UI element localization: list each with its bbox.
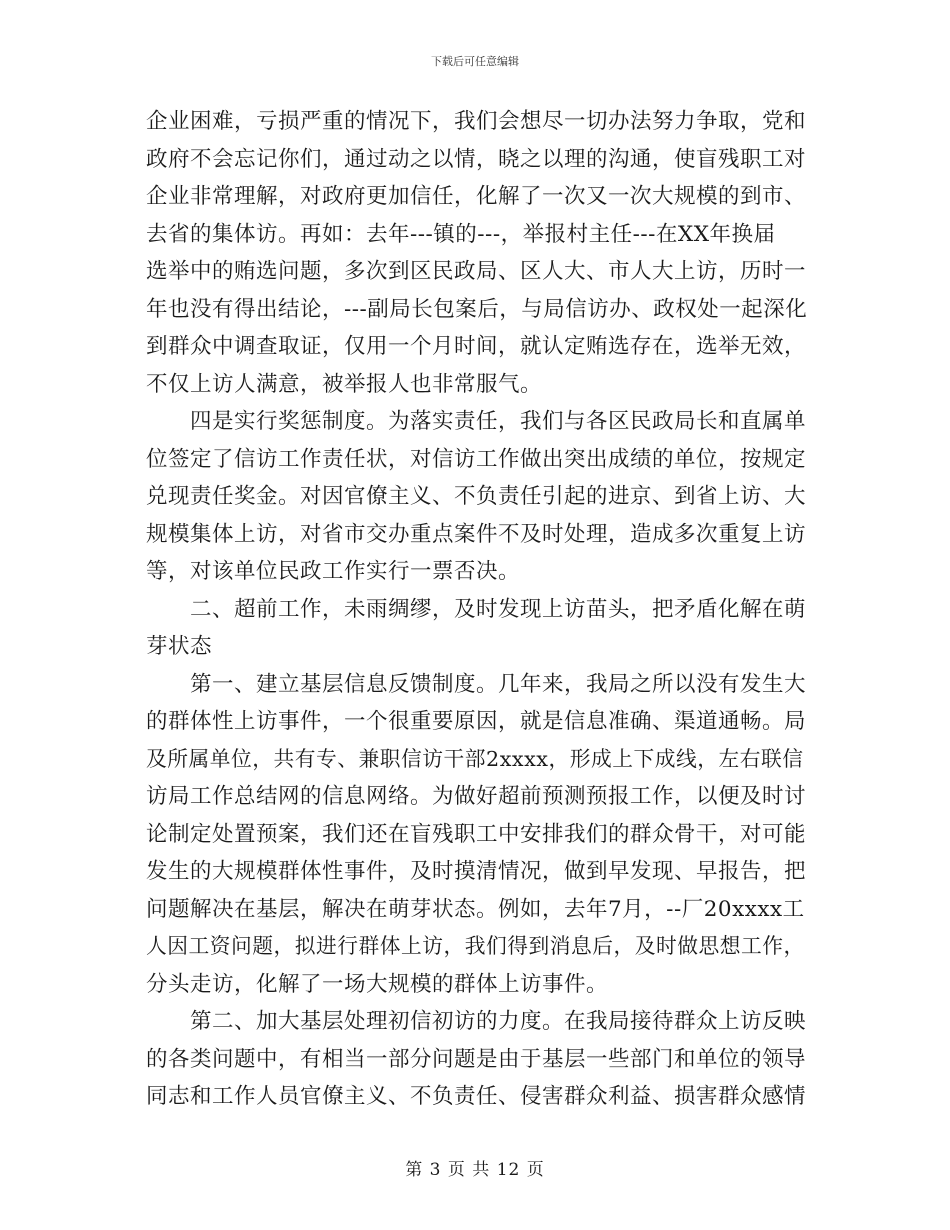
text-line: 访局工作总结网的信息网络。为做好超前预测预报工作，以便及时讨 [146,784,807,809]
text-line: 及所属单位，共有专、兼职信访干部2xxxx，形成上下成线，左右联信 [146,746,804,771]
text-line: 第一、建立基层信息反馈制度。几年来，我局之所以没有发生大 [146,671,807,697]
text-line: 论制定处置预案，我们还在盲残职工中安排我们的群众骨干，对可能 [146,821,807,847]
text-line: 位签定了信访工作责任状，对信访工作做出突出成绩的单位，按规定 [146,446,807,472]
page-number: 第 3 页 共 12 页 [405,1160,545,1180]
text-line: 问题解决在基层，解决在萌芽状态。例如，去年7月，--厂20xxxx工 [146,896,805,922]
text-line: 四是实行奖惩制度。为落实责任，我们与各区民政局长和直属单 [146,409,807,434]
text-line: 选举中的贿选问题，多次到区民政局、区人大、市人大上访，历时一 [146,259,807,284]
text-line: 到群众中调查取证，仅用一个月时间，就认定贿选存在，选举无效， [146,334,807,359]
text-line: 的各类问题中，有相当一部分问题是由于基层一些部门和单位的领导 [146,1046,807,1072]
text-line: 同志和工作人员官僚主义、不负责任、侵害群众利益、损害群众感情 [146,1084,807,1109]
text-line: 的群体性上访事件，一个很重要原因，就是信息准确、渠道通畅。局 [146,709,807,734]
text-line: 分头走访，化解了一场大规模的群体上访事件。 [146,971,609,997]
text-line: 等，对该单位民政工作实行一票否决。 [146,559,521,584]
document-body [146,103,808,1116]
text-line: 规模集体上访，对省市交办重点案件不及时处理，造成多次重复上访 [146,521,807,547]
text-line: 政府不会忘记你们，通过动之以情，晓之以理的沟通，使盲残职工对 [146,146,807,172]
text-line: 第二、加大基层处理初信初访的力度。在我局接待群众上访反映 [146,1009,807,1034]
text-line: 年也没有得出结论，---副局长包案后，与局信访办、政权处一起深化 [146,296,808,322]
body-text [146,103,808,1116]
text-line: 企业困难，亏损严重的情况下，我们会想尽一切办法努力争取，党和 [146,109,807,134]
page-header: 下载后可任意编辑 [431,55,519,68]
text-line: 芽状态 [146,634,213,659]
text-line: 企业非常理解，对政府更加信任，化解了一次又一次大规模的到市、 [146,184,807,209]
text-line: 发生的大规模群体性事件，及时摸清情况，做到早发现、早报告，把 [146,859,807,884]
text-line: 二、超前工作，未雨绸缪，及时发现上访苗头，把矛盾化解在萌 [146,596,807,622]
text-line: 去省的集体访。再如：去年---镇的---，举报村主任---在XX年换届 [146,221,776,247]
text-line: 兑现责任奖金。对因官僚主义、不负责任引起的进京、到省上访、大 [146,484,807,509]
text-line: 人因工资问题，拟进行群体上访，我们得到消息后，及时做思想工作， [146,934,805,958]
text-line: 不仅上访人满意，被举报人也非常服气。 [146,371,543,397]
